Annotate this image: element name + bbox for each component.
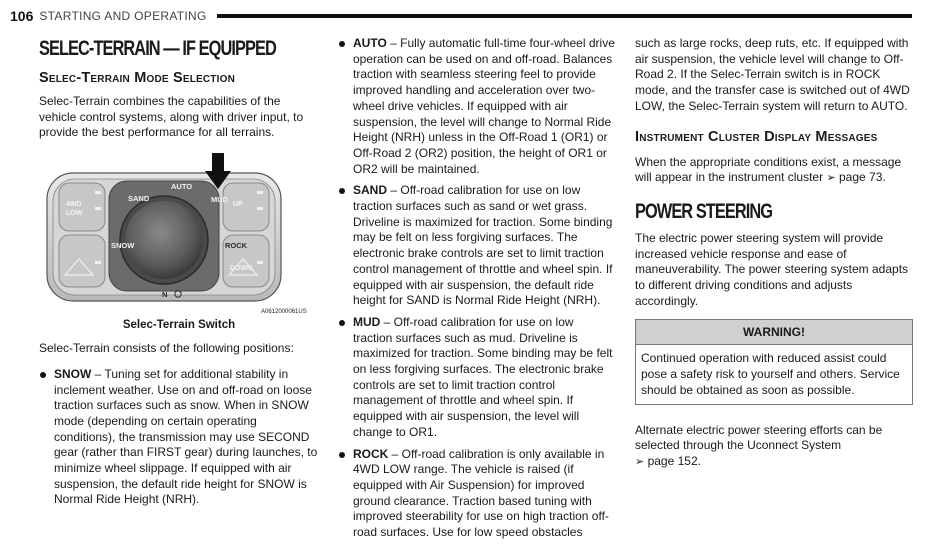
snow-term: SNOW <box>54 366 92 381</box>
mud-bullet <box>338 315 616 441</box>
cluster-text: When the appropriate conditions exist, a message will appear in the instrument cluster <box>635 154 902 185</box>
cluster-paragraph <box>635 155 913 187</box>
auto-bullet <box>338 36 616 177</box>
power-steering-paragraph: The electric power steering system will provide increased vehicle response and ease of maneuverability. The power steering system adapts to different driving conditions and adjusts accordingly. <box>635 230 909 308</box>
neutral-label: N <box>162 290 168 300</box>
column-2 <box>338 36 616 547</box>
cluster-messages-heading: Instrument Cluster Display Messages <box>635 128 878 145</box>
rock-label: ROCK <box>225 241 248 251</box>
snow-bullet <box>39 367 319 508</box>
cluster-page-ref[interactable]: page 73. <box>839 170 886 185</box>
column-1 <box>39 36 319 514</box>
sand-description: – Off-road calibration for use on low traction surfaces such as sand or wet grass. Driveline is maximized for traction. Some binding may be felt on less forgiving surfaces. The electronic brake controls are set to limit traction control management of throttle and wheel spin. If equipped with air suspension, the default ride height for SAND is Normal Ride Height (NRH). <box>353 183 613 308</box>
alt-steering-paragraph <box>635 423 913 471</box>
header-rule <box>217 14 912 18</box>
mud-description: – Off-road calibration for use on low traction surfaces such as mud. Driveline is maximized for traction. Some binding may be felt on less forgiving surfaces. The electronic brake controls are set to limit traction control management of throttle and wheel spin. If equipped with air suspension, the level will change to OR1. <box>353 314 613 439</box>
intro-paragraph: Selec-Terrain combines the capabilities of the vehicle control systems, along with driver input, to provide the best performance for all terrains. <box>39 94 304 140</box>
snow-description: – Tuning set for additional stability in inclement weather. Use on and off-road on loose traction surfaces such as snow. When in SNOW mode (depending on certain operating conditions), the transmission may use SECOND gear (rather than FIRST gear) during launches, to minimize wheel slippage. If equipped with air suspension, the default ride height for SNOW is Normal Ride Height (NRH). <box>54 366 318 507</box>
figure-code: A0612000061US <box>261 309 307 316</box>
warning-box <box>635 319 913 404</box>
down-label: DOWN <box>230 265 253 273</box>
auto-term: AUTO <box>353 36 387 50</box>
rock-term: ROCK <box>353 446 389 461</box>
mode-selection-heading: Selec-Terrain Mode Selection <box>39 70 235 86</box>
warning-text: Continued operation with reduced assist could pose a safety risk to yourself and others. Service should be obtained as soon as possible. <box>641 351 900 397</box>
rock-description: – Off-road calibration is only available in 4WD LOW range. The vehicle is raised (if equipped with Air Suspension) for improved ground clearance. Traction based tuning with improved steerability for use on high traction off-road surfaces. Use for low speed obstacles <box>353 446 609 540</box>
mud-term: MUD <box>353 314 381 329</box>
figure-caption: Selec-Terrain Switch <box>122 319 236 332</box>
auto-label: AUTO <box>171 182 193 192</box>
selec-terrain-heading: SELEC-TERRAIN — IF EQUIPPED <box>39 37 276 60</box>
rock-continued: such as large rocks, deep ruts, etc. If equipped with air suspension, the vehicle level will change to Off-Road 2. If the Selec-Terrain switch is in ROCK mode, and the transfer case is switched out of 4WD LOW, the Selec-Terrain system will return to AUTO. <box>635 36 910 113</box>
column-3 <box>635 36 913 481</box>
alt-page-ref[interactable]: page 152. <box>647 453 701 468</box>
auto-description: – Fully automatic full-time four-wheel drive operation can be used on and off-road. Balances traction with seamless steering feel to provide improved handling and acceleration over two-wheel drive vehicles. If equipped with air suspension, the level will change to Normal Ride Height (NRH) unless in the Off-Road 1 (OR1) or Off-Road 2 (OR2) position, the height of OR1 or OR2 will be maintained. <box>353 36 615 176</box>
sand-label: SAND <box>128 194 150 204</box>
rock-bullet <box>338 447 616 541</box>
power-steering-heading: POWER STEERING <box>635 199 773 223</box>
cross-ref-arrow-icon-2: ➢ <box>635 455 645 468</box>
4wd-label: 4WD <box>66 201 82 209</box>
cross-ref-arrow-icon: ➢ <box>826 172 836 185</box>
section-name: STARTING AND OPERATING <box>39 9 207 23</box>
mud-label: MUD <box>211 195 229 205</box>
snow-label: SNOW <box>111 241 135 251</box>
selec-terrain-switch-figure <box>39 151 319 317</box>
up-label: UP <box>233 201 243 209</box>
sand-term: SAND <box>353 183 388 198</box>
sand-bullet <box>338 183 616 309</box>
warning-title: WARNING! <box>636 320 912 345</box>
positions-intro: Selec-Terrain consists of the following positions: <box>39 341 294 356</box>
low-label: LOW <box>66 210 83 218</box>
page-header <box>10 6 912 26</box>
page-number: 106 <box>10 8 34 24</box>
selec-terrain-switch-illustration <box>39 151 319 317</box>
alt-steering-text: Alternate electric power steering efforts can be selected through the Uconnect System <box>635 422 883 453</box>
